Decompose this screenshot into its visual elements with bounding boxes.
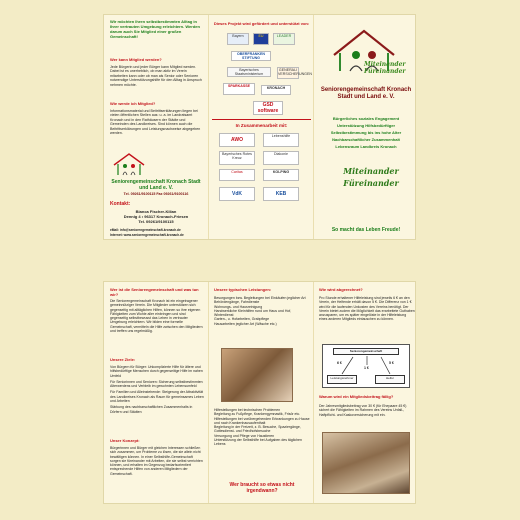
- sponsor-logo-ministry: Bayerisches Staatsministerium: [227, 67, 271, 77]
- org-title: Seniorengemeinschaft Kronach Stadt und Land e. V.: [320, 87, 412, 100]
- heading-how-to-join: Wie werde ich Mitglied?: [110, 101, 156, 106]
- sponsor-logo-kronach: KRONACH: [261, 85, 291, 95]
- heading-membership-fee: Warum wird ein Mitgliedsbeitrag fällig?: [319, 394, 394, 399]
- partner-logo-vdk: VdK: [219, 187, 255, 201]
- paragraph-who-we-are: Die Seniorengemeinschaft Kronach ist ein eingetragener gemeinnütziger Verein. Die Mitglieder unterstützen sich gegenseitig mit alltäglichen Hilfen, können so ihre eigenen Fähigkeiten zum Wohle aller einbringen und sind gegenseitig selbstbewusst das Leben in vertrauter Umgebung erleichtern. Wir bilden eine formelle Gemeinschaft, vermitteln die Hilfe zwischen den Mitgliedern und treffen uns regelmäßig.: [110, 299, 203, 334]
- sponsor-logo-generali: GENERALI VERSICHERUNGEN: [277, 67, 299, 79]
- inside-column-1: [104, 282, 208, 503]
- partner-logo-keb: KEB: [263, 187, 299, 201]
- logo-slogan: Miteinander Füreinander: [364, 61, 406, 75]
- service-item: Besorgungen bzw. Begleitungen bei Einkäufen jeglicher Art: [214, 296, 306, 300]
- sponsor-logo-leader: LEADER: [273, 33, 295, 45]
- service-item: Hilfestellungen bei technischen Problemen: [214, 408, 281, 412]
- paragraph-who-can-join: Jede Bürgerin und jeder Bürger kann Mitglied werden. Dabei ist es unerheblich, ob man aktiv im Verein mitarbeiten kann oder ob man als Senior oder Senioren notwendige Unterstützungshilfe für den Alltag in Anspruch nehmen möchte.: [110, 65, 202, 87]
- service-item: Wohnungs- und Hausreinigung: [214, 304, 263, 309]
- service-item: Unterstützung der Selbsthilfe bei Aufgaben des täglichen Lebens: [214, 438, 302, 447]
- diagram-recipient: Leistungsnehmer: [327, 375, 357, 384]
- partner-logo-caritas: Caritas: [219, 169, 255, 181]
- partners-heading: In Zusammenarbeit mit:: [235, 123, 288, 128]
- contact-phone: Tel. 09261/9100115: [138, 219, 174, 224]
- paragraph-membership-fee: Der Jahresmitgliedsbeitrag von 30 € (für Ehepaare 45 €) sichert die Fähigkeiten im Rahmen des Vereins Unfall-, Haftpflicht- und Kaskoversicherung mit ein.: [319, 404, 407, 417]
- paragraph-billing: Pro Stunde erhaltener Hilfeleistung sind jeweils 6 € an den Verein, der Helfende erhält davon 5 €. Die Differenz von 1 € wird für die laufenden Unkosten des Vereins benötigt. Der Verein bietet zudem die Möglichkeit das erarbeitete Guthaben anzusparen, um es später eingelöste in der Hilfeleistung eines anderen Mitglieds eintauschen zu können.: [319, 296, 415, 322]
- services-list-1: [214, 296, 310, 326]
- sponsors-heading: Dieses Projekt wird gefördert und unterstützt von:: [213, 21, 310, 26]
- key-point: Unterstützung Hilfsbedürftiger: [337, 123, 395, 128]
- inside-column-2: [208, 282, 313, 503]
- key-point: Lebensraum Landkreis Kronach: [335, 144, 397, 149]
- goals-list: [110, 365, 204, 414]
- diagram-amount-in: 6 €: [337, 361, 342, 365]
- partner-logo-brk: Bayerisches Rotes Kreuz: [219, 151, 255, 165]
- outside-column-3: [313, 15, 417, 239]
- diagram-title: Seniorengemeinschaft: [333, 348, 399, 355]
- partner-logo-lebenshilfe: Lebenshilfe: [263, 133, 299, 147]
- diagram-amount-out: 5 €: [389, 361, 394, 365]
- goal-item: Stärkung des nachbarschaftlichen Zusammenhalts in Dörfern und Städten: [110, 405, 193, 414]
- photo-seniors: [322, 432, 410, 494]
- heading-who-can-join: Wer kann Mitglied werden?: [110, 57, 162, 62]
- house-people-logo-icon: [112, 151, 146, 177]
- slogan-script: Miteinander Füreinander: [343, 166, 399, 188]
- heading-concept: Unser Konzept:: [110, 438, 140, 443]
- diagram-amount-fee: 1 €: [364, 366, 369, 370]
- partner-logo-diakonie: Diakonie: [263, 151, 299, 165]
- paragraph-how-to-join: Informationsmaterial und Beitrittserklärungen liegen bei vielen öffentlichen Stellen aus: u. a. im Landratsamt Kronach und in den Rathäusern der Städte und Gemeinden des Landkreises. Sind können auch die Beitrittserklärungen und Leistungsnachweise abgegeben werden.: [110, 109, 201, 136]
- heading-who-we-are: Wer ist die Seniorengemeinschaft und was tun wir?: [110, 287, 199, 297]
- key-points: [318, 115, 414, 150]
- brochure-inside: [103, 281, 416, 504]
- key-point: Nachbarschaftlicher Zusammenhalt: [332, 137, 400, 142]
- sponsor-logo-gsd: GSD software: [253, 101, 283, 115]
- sponsor-logo-oberfranken: OBERFRANKEN STIFTUNG: [231, 51, 271, 61]
- outside-column-1: [104, 15, 208, 239]
- partner-logo-awo: AWO: [219, 133, 255, 147]
- goal-item: Von Bürgern für Bürger: Unkomplizierte Hilfe für ältere und hilfsbedürftige Menschen durch gegenseitige Hilfe im nahen Umfeld: [110, 365, 203, 378]
- heading-billing: Wie wird abgerechnet?: [319, 287, 363, 292]
- sponsor-logo-eu: EU: [253, 33, 269, 45]
- service-item: Handwerkliche Kleinhilfen rund um Haus und Hof, Winterdienst: [214, 308, 292, 318]
- service-item: Behördengänge, Fahrdienste: [214, 300, 260, 305]
- service-item: Hilfestellungen bei vorübergehenden Erkrankungen zu Hause und nach Krankenhausaufenthalt: [214, 416, 310, 425]
- contact-address: Dennig 4 • 96317 Kronach-Friesen: [123, 214, 189, 219]
- service-item: Begleitung zu Fußpflege, Krankengymnastik, Frisör etc.: [214, 412, 301, 417]
- service-item: Versorgung und Pflege von Haustieren: [214, 433, 275, 438]
- service-item: Garten-, u. Hofarbeiten, Grabpflege: [214, 317, 270, 322]
- key-point: Bürgerliches soziales Engagement: [332, 116, 400, 121]
- services-list-2: [214, 408, 310, 447]
- org-name: Seniorengemeinschaft Kronach Stadt und Land e. V.: [111, 179, 201, 191]
- intro-text: Wir möchten Ihren selbstbestimmten Alltag in Ihrer vertrauten Umgebung erleichtern. Werden darum auch Sie Mitglied einer großen Gemeinschaft!: [110, 19, 200, 39]
- contact-title: Kontakt:: [110, 201, 131, 207]
- contact-name: Bianca Fischer-Kilian: [135, 209, 177, 214]
- brochure-outside: [103, 14, 416, 240]
- goal-item: Für Familien und Alleinstehende: Steigerung der Attraktivität des Landkreises Kronach als Raum für gemeinsames Leben und Arbeiten: [110, 390, 204, 404]
- footer-question: Wer braucht so etwas nicht irgendwann?: [229, 482, 295, 494]
- heading-services: Unsere typischen Leistungen:: [214, 287, 272, 292]
- separator-line: [212, 119, 311, 120]
- partner-logo-kolping: KOLPING: [263, 169, 299, 181]
- billing-diagram: [322, 344, 410, 388]
- sponsor-logo-bayern: Bayern: [227, 33, 249, 45]
- sponsor-logo-sparkasse: SPARKASSE: [223, 83, 255, 95]
- footer-slogan: So macht das Leben Freude!: [331, 227, 401, 233]
- key-point: Selbstbestimmung bis ins hohe Alter: [330, 130, 402, 135]
- contact-website[interactable]: Internet: www.seniorengemeinschaft-kronach.de: [110, 233, 184, 237]
- org-phone: Tel. 09261/9100115 Fax 09261/9100116: [123, 192, 189, 196]
- goal-item: Für Seniorinnen und Senioren: Sicherung selbstbestimmten Alterwerdens und Verbleib im gewohnten Lebensumfeld: [110, 379, 203, 389]
- paragraph-concept: Bürgerinnen und Bürger mit gleichen Interessen schließen sich zusammen, um Probleme zu lösen, die sie allein nicht bewältigen können. In einer Selbsthilfe-Gemeinschaft sorgen sie füreinander mit Arbeiten, die sie selbst verrichten können, und erhalten im Gegenzug bedarfsorientiert entsprechende Hilfen von anderen Mitgliedern der Gemeinschaft.: [110, 446, 203, 476]
- inside-column-3: [313, 282, 417, 503]
- service-item: Begleitung in der Freizeit, z. B. Besuche, Spaziergänge, Gottesdienst- und Friedhofsbesuche: [214, 425, 301, 434]
- service-item: Hausarbeiten jeglicher Art (Wäsche etc.): [214, 321, 277, 326]
- outside-column-2: [208, 15, 313, 239]
- diagram-helper: Helfer: [375, 375, 405, 384]
- heading-goals: Unsere Ziele:: [110, 357, 136, 362]
- photo-helpers: [221, 348, 293, 402]
- contact-email[interactable]: eMail: info@seniorengemeinschaft-kronach.de: [110, 228, 181, 232]
